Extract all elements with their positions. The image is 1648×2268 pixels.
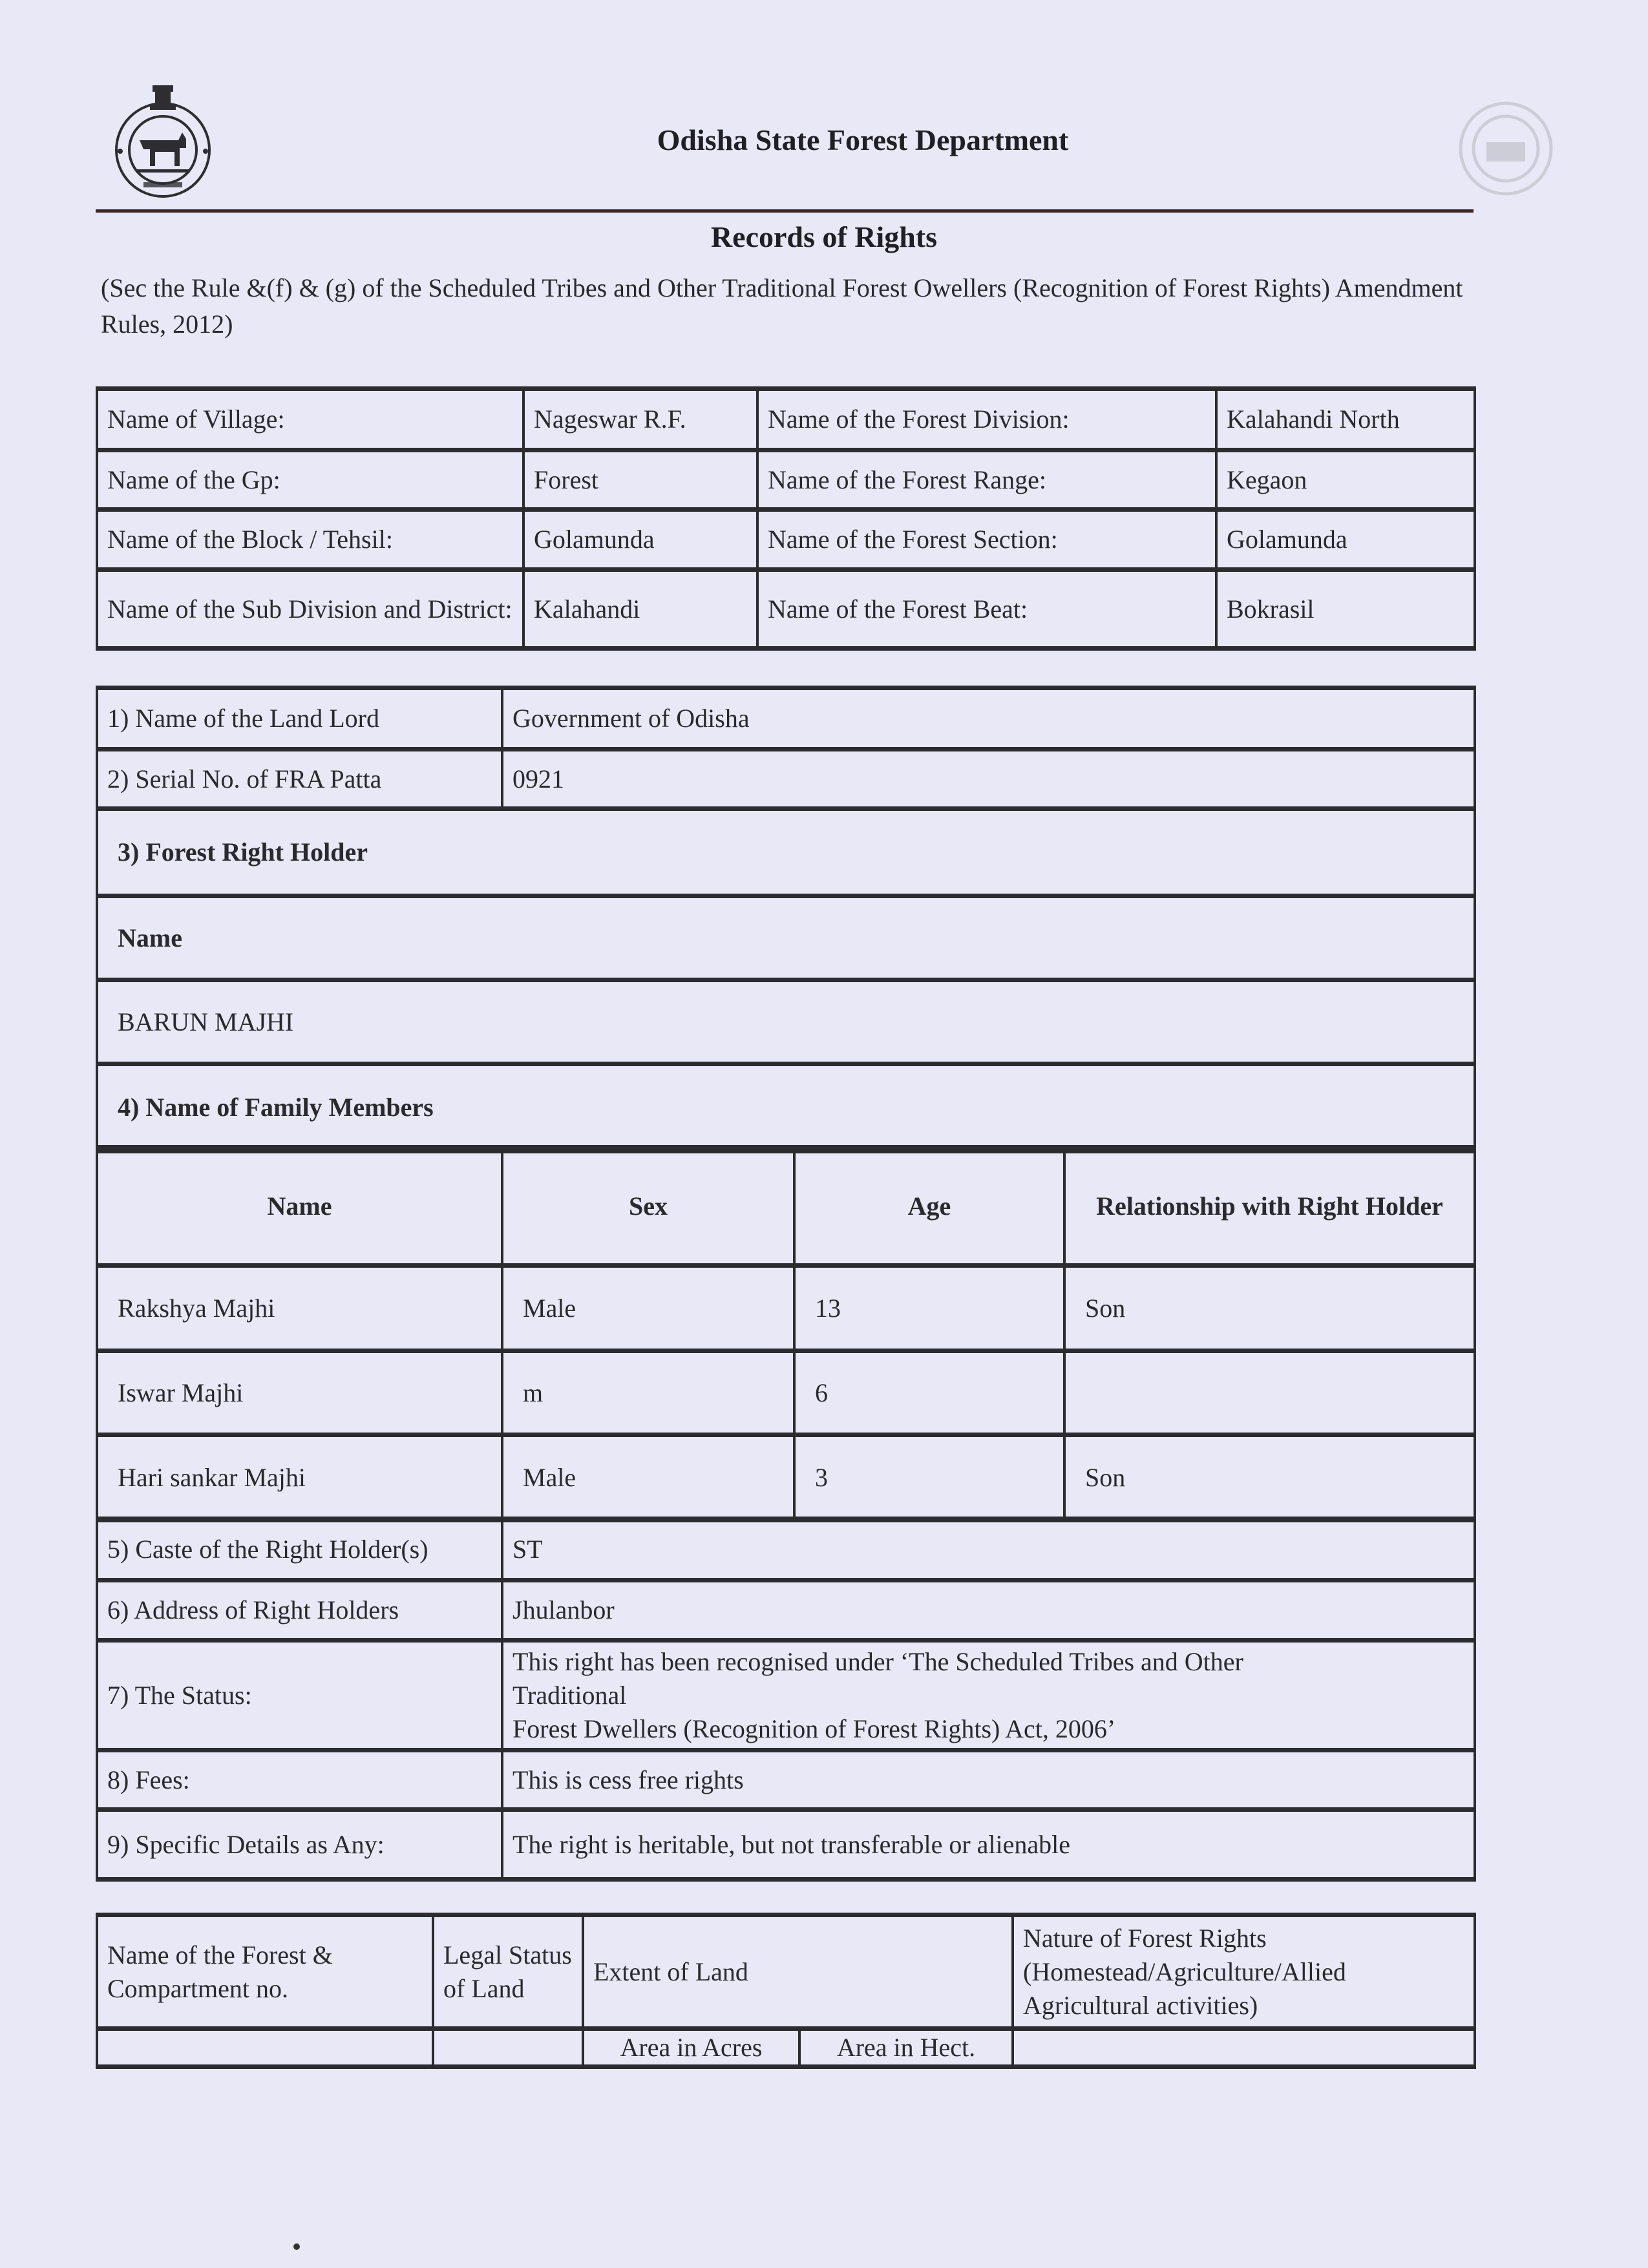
family-header-row	[97, 1148, 1475, 1266]
block-value: Golamunda	[523, 510, 757, 570]
area-hect-header: Area in Hect.	[799, 2029, 1013, 2067]
caste-row	[97, 1519, 1475, 1580]
header-divider	[96, 209, 1474, 213]
forest-section-label: Name of the Forest Section:	[757, 510, 1216, 570]
address-value: Jhulanbor	[502, 1580, 1475, 1641]
forest-range-label: Name of the Forest Range:	[757, 450, 1216, 510]
member-age: 6	[794, 1351, 1064, 1435]
land-header-row	[97, 1915, 1475, 2029]
subdivision-value: Kalahandi	[523, 570, 757, 649]
forest-division-value: Kalahandi North	[1216, 389, 1475, 450]
member-age: 13	[794, 1266, 1064, 1351]
status-line: Forest Dwellers (Recognition of Forest Rights) Act, 2006’	[512, 1714, 1116, 1743]
member-age: 3	[794, 1435, 1064, 1520]
forest-beat-value: Bokrasil	[1216, 570, 1475, 649]
legal-status-header: Legal Status of Land	[433, 1915, 583, 2029]
status-line: Traditional	[512, 1680, 627, 1710]
status-label: 7) The Status:	[97, 1641, 502, 1750]
holder-name-heading: Name	[97, 896, 1475, 980]
block-label: Name of the Block / Tehsil:	[97, 510, 523, 570]
extent-of-land-header: Extent of Land	[583, 1915, 1013, 2029]
details-table	[96, 1517, 1476, 1882]
document-title: Records of Rights	[710, 220, 938, 253]
holder-name-label-row	[97, 896, 1475, 980]
forest-beat-label: Name of the Forest Beat:	[757, 570, 1216, 649]
holder-name-value: BARUN MAJHI	[97, 980, 1475, 1064]
holder-name-row	[97, 980, 1475, 1064]
department-title: Odisha State Forest Department	[657, 123, 1069, 156]
fees-value: This is cess free rights	[502, 1750, 1475, 1810]
forest-compartment-cell	[97, 2029, 433, 2067]
status-line: This right has been recognised under ‘The Scheduled Tribes and Other	[512, 1646, 1243, 1676]
serial-value: 0921	[502, 750, 1475, 809]
serial-label: 2) Serial No. of FRA Patta	[97, 750, 502, 809]
member-relationship	[1064, 1351, 1475, 1435]
address-label: 6) Address of Right Holders	[97, 1580, 502, 1641]
serial-row	[97, 750, 1475, 809]
member-name: Hari sankar Majhi	[97, 1435, 502, 1520]
forest-section-value: Golamunda	[1216, 510, 1475, 570]
village-label: Name of Village:	[97, 389, 523, 450]
subdivision-label: Name of the Sub Division and District:	[97, 570, 523, 649]
gp-label: Name of the Gp:	[97, 450, 523, 510]
land-table	[96, 1913, 1476, 2069]
landlord-value: Government of Odisha	[502, 688, 1475, 750]
specific-details-label: 9) Specific Details as Any:	[97, 1810, 502, 1880]
member-sex: Male	[502, 1435, 794, 1520]
family-section-row	[97, 1064, 1475, 1151]
member-name: Rakshya Majhi	[97, 1266, 502, 1351]
fees-label: 8) Fees:	[97, 1750, 502, 1810]
location-row	[97, 389, 1475, 450]
family-row	[97, 1266, 1475, 1351]
family-header-sex: Sex	[502, 1148, 794, 1266]
holder-table	[96, 686, 1476, 1153]
family-table	[96, 1145, 1476, 1522]
gp-value: Forest	[523, 450, 757, 510]
family-header-relationship: Relationship with Right Holder	[1064, 1148, 1475, 1266]
village-value: Nageswar R.F.	[523, 389, 757, 450]
nature-of-rights-header: Nature of Forest Rights (Homestead/Agriculture/Allied Agricultural activities)	[1013, 1915, 1475, 2029]
location-table	[96, 386, 1476, 651]
landlord-row	[97, 688, 1475, 750]
family-row	[97, 1435, 1475, 1520]
legal-status-cell	[433, 2029, 583, 2067]
holder-section-heading: 3) Forest Right Holder	[97, 809, 1475, 896]
status-row	[97, 1641, 1475, 1750]
family-header-name: Name	[97, 1148, 502, 1266]
fees-row	[97, 1750, 1475, 1810]
member-relationship: Son	[1064, 1266, 1475, 1351]
location-row	[97, 570, 1475, 649]
member-sex: Male	[502, 1266, 794, 1351]
landlord-label: 1) Name of the Land Lord	[97, 688, 502, 750]
family-section-heading: 4) Name of Family Members	[97, 1064, 1475, 1151]
land-subheader-row	[97, 2029, 1475, 2067]
member-sex: m	[502, 1351, 794, 1435]
address-row	[97, 1580, 1475, 1641]
status-value	[502, 1641, 1475, 1750]
holder-section-row	[97, 809, 1475, 896]
forest-compartment-header: Name of the Forest & Compartment no.	[97, 1915, 433, 2029]
forest-range-value: Kegaon	[1216, 450, 1475, 510]
member-relationship: Son	[1064, 1435, 1475, 1520]
area-acres-header: Area in Acres	[583, 2029, 799, 2067]
document-subtitle: (Sec the Rule &(f) & (g) of the Scheduled Tribes and Other Traditional Forest Owellers (Recognition of Forest Rights) Amendment Rules, 2012)	[101, 273, 1463, 339]
member-name: Iswar Majhi	[97, 1351, 502, 1435]
caste-value: ST	[502, 1519, 1475, 1580]
location-row	[97, 450, 1475, 510]
family-header-age: Age	[794, 1148, 1064, 1266]
forest-division-label: Name of the Forest Division:	[757, 389, 1216, 450]
location-row	[97, 510, 1475, 570]
nature-of-rights-cell	[1013, 2029, 1475, 2067]
family-row	[97, 1351, 1475, 1435]
scan-speck	[293, 2243, 300, 2250]
specific-details-value: The right is heritable, but not transferable or alienable	[502, 1810, 1475, 1880]
caste-label: 5) Caste of the Right Holder(s)	[97, 1519, 502, 1580]
specific-details-row	[97, 1810, 1475, 1880]
